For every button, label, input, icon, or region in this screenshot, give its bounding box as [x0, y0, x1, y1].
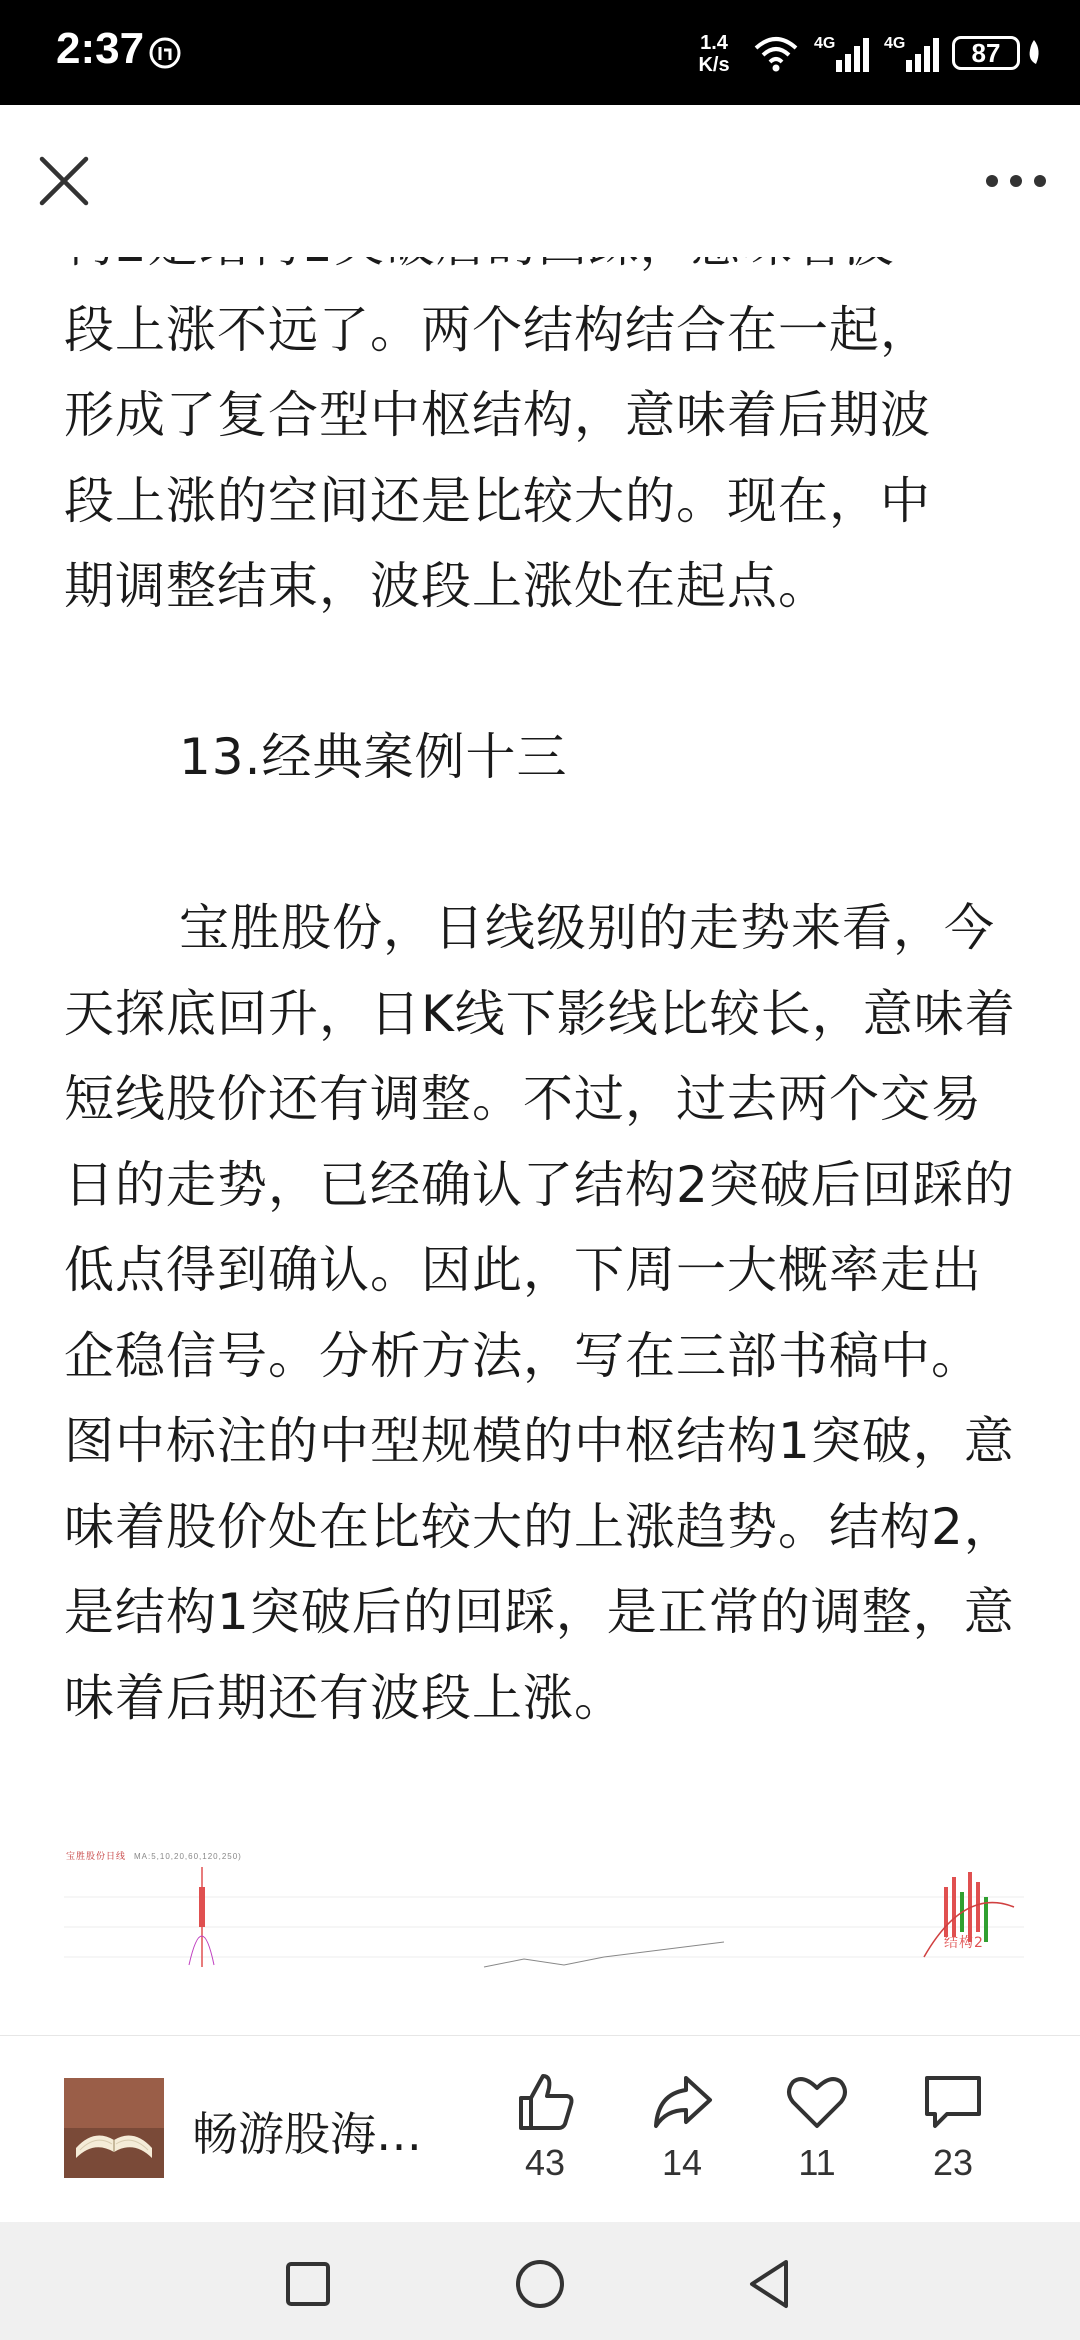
cellular-signal-icon — [814, 32, 874, 76]
chart-stock-label: 宝胜股份日线 — [66, 1851, 127, 1861]
cellular-signal-icon — [884, 32, 944, 76]
svg-text:4G: 4G — [814, 35, 836, 52]
power-saving-icon — [1026, 38, 1042, 68]
status-time: 2:37 — [56, 24, 145, 73]
like-count: 43 — [524, 2142, 566, 2183]
status-bar — [0, 0, 1080, 105]
share-button[interactable] — [627, 2070, 737, 2184]
book-avatar-icon — [64, 2078, 164, 2178]
top-app-bar — [0, 105, 1080, 257]
article-paragraph — [64, 202, 1024, 630]
svg-text:4G: 4G — [884, 35, 906, 52]
text-line: 形成了复合型中枢结构，意味着后期波 — [64, 386, 931, 444]
article-paragraph: 宝胜股份，日线级别的走势来看，今天探底回升，日K线下影线比较长，意味着短线股价还有调整。不过，过去两个交易日的走势，已经确认了结构2突破后回踩的低点得到确认。因此，下周一大概率走出企稳信号。分析方法，写在三部书稿中。图中标注的中型规模的中枢结构1突破，意味着股价处在比较大的上涨趋势。结构2，是结构1突破后的回踩，是正常的调整，意味着后期还有波段上涨。 — [64, 899, 1016, 1727]
favorite-button[interactable] — [762, 2070, 872, 2184]
author-avatar[interactable] — [64, 2078, 164, 2178]
article-body — [64, 202, 1024, 1951]
recent-apps-icon[interactable] — [280, 2256, 336, 2312]
back-icon[interactable] — [742, 2256, 798, 2312]
comment-icon — [921, 2070, 985, 2134]
section-heading: 13.经典案例十三 — [179, 728, 568, 786]
system-navigation-bar — [0, 2222, 1080, 2340]
wifi-icon — [754, 34, 798, 74]
text-line: 段上涨不远了。两个结构结合在一起， — [64, 300, 931, 359]
battery-level: 87 — [952, 36, 1020, 70]
svg-text:MA:5,10,20,60,120,250): MA:5,10,20,60,120,250) — [134, 1852, 242, 1861]
more-options-icon[interactable] — [980, 165, 1052, 197]
text-line: 段上涨的空间还是比较大的。现在，中 — [64, 471, 931, 530]
author-name[interactable]: 畅游股海… — [192, 2107, 422, 2161]
chart-structure-label: 结构2 — [944, 1935, 984, 1951]
heart-icon — [785, 2070, 849, 2134]
like-button[interactable] — [490, 2070, 600, 2184]
text-line: 期调整结束，波段上涨处在起点。 — [64, 557, 829, 615]
bottom-action-bar — [0, 2035, 1080, 2222]
net-speed: 1.4 K/s — [698, 32, 730, 76]
notification-icon — [148, 36, 182, 70]
comment-count: 23 — [932, 2142, 974, 2183]
share-count: 14 — [661, 2142, 703, 2183]
share-icon — [650, 2070, 714, 2134]
article-scroll-area[interactable] — [0, 257, 1080, 2035]
close-icon[interactable] — [36, 153, 92, 209]
home-icon[interactable] — [512, 2256, 568, 2312]
favorite-count: 11 — [798, 2142, 836, 2183]
comment-button[interactable] — [898, 2070, 1008, 2184]
thumbs-up-icon — [513, 2070, 577, 2134]
